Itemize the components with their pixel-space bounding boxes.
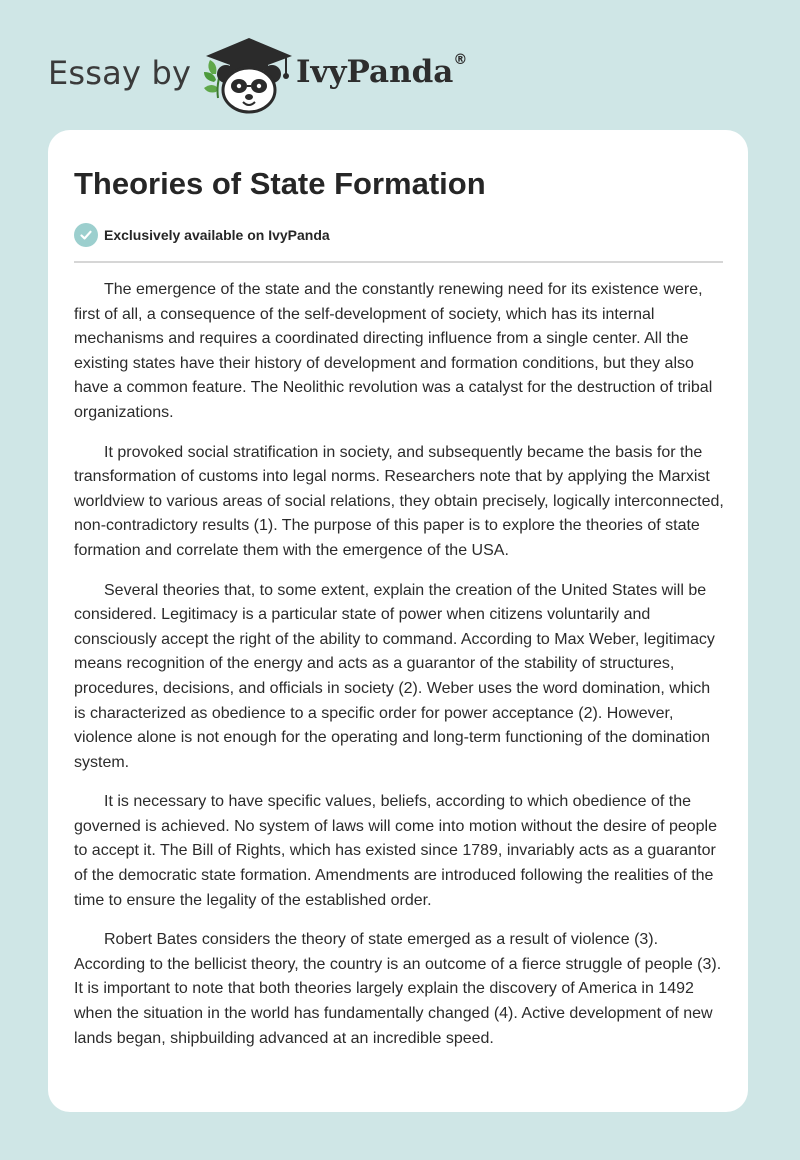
divider [74, 261, 723, 263]
brand-name[interactable]: IvyPanda® [296, 52, 468, 90]
paragraph: It is necessary to have specific values, beliefs, according to which obedience of the governed is achieved. No system of laws will come into motion without the desire of people to accept it. The Bill of Rights, which has existed since 1789, invariably acts as a guarantor of the democratic state formation. Amendments are introduced following the realities of the time to ensure the legality of the established order. [74, 793, 717, 909]
exclusive-badge [74, 222, 330, 248]
exclusive-badge-label: Exclusively available on IvyPanda [104, 227, 330, 243]
paragraph: Several theories that, to some extent, explain the creation of the United States will be considered. Legitimacy is a particular state of power when citizens voluntarily and consciously accept the right of the ability to command. According to Max Weber, legitimacy means recognition of the energy and acts as a guarantor of the stability of structures, procedures, decisions, and officials in society (2). Weber uses the word domination, which is characterized as obedience to a specific order for power acceptance (2). However, violence alone is not enough for the operating and long-term functioning of the domination system. [74, 581, 715, 771]
page-title: Theories of State Formation [74, 166, 486, 201]
check-circle-icon [74, 223, 98, 247]
paragraph: Robert Bates considers the theory of state emerged as a result of violence (3). According to the bellicist theory, the country is an outcome of a fierce struggle of people (3). It is important to note that both theories largely explain the discovery of America in 1492 when the situation in the world has fundamentally changed (4). Active development of new lands began, shipbuilding advanced at an incredible speed. [74, 931, 722, 1047]
trademark: ® [453, 52, 468, 68]
essay-card [48, 130, 748, 1112]
paragraph: It provoked social stratification in society, and subsequently became the basis for the transformation of customs into legal norms. Researchers note that by applying the Marxist worldview to various areas of social relations, they obtain precisely, logically interconnected, non-contradictory results (1). The purpose of this paper is to explore the theories of state formation and correlate them with the emergence of the USA. [74, 443, 724, 559]
panda-graduate-icon[interactable] [202, 34, 296, 114]
essay-by-label: Essay by [48, 54, 192, 92]
paragraph: The emergence of the state and the constantly renewing need for its existence were, first of all, a consequence of the self-development of society, which has its internal mechanisms and requires a coordinated directing influence from a single center. All the existing states have their history of development and formation conditions, but they also have a common feature. The Neolithic revolution was a catalyst for the destruction of tribal organizations. [74, 281, 713, 421]
essay-body [74, 278, 726, 1066]
site-header [48, 30, 468, 110]
